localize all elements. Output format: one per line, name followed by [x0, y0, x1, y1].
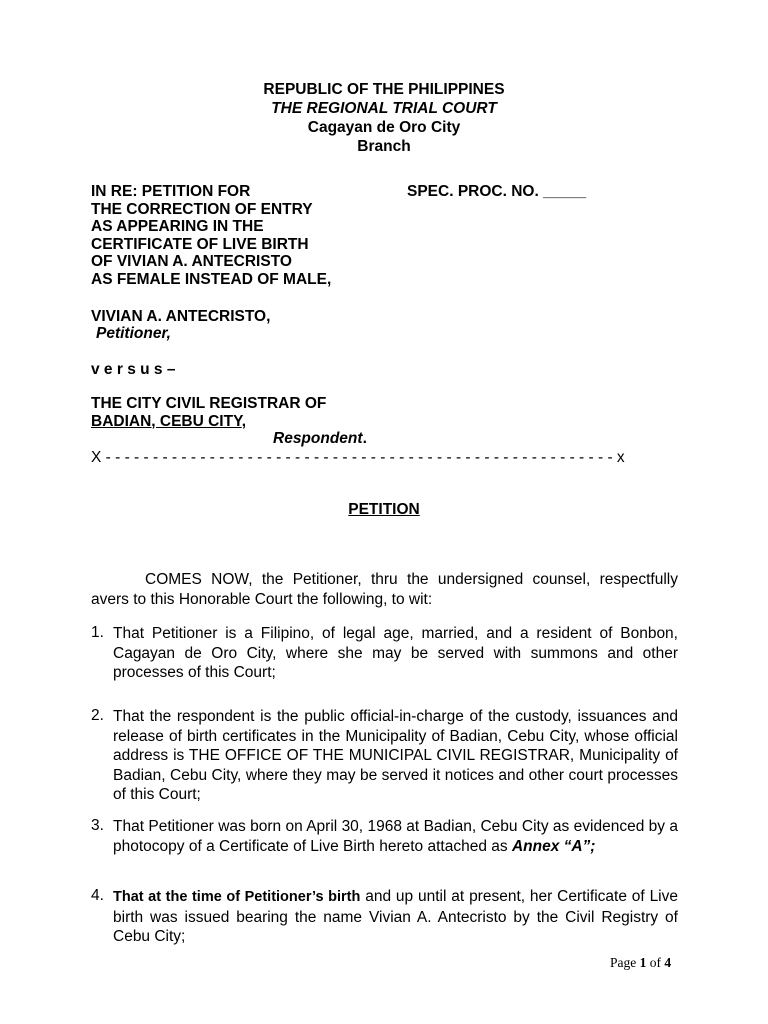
intro-paragraph: COMES NOW, the Petitioner, thru the undersigned counsel, respectfully avers to this Honorable Court the following, to wit:: [91, 571, 678, 608]
header-city: Cagayan de Oro City: [307, 119, 461, 136]
list-text: That Petitioner is a Filipino, of legal age, married, and a resident of Bonbon, Cagayan de Oro City, where she may be served with summons and other processes of this Court;: [113, 625, 678, 681]
spec-proc-number: SPEC. PROC. NO. _____: [407, 183, 587, 200]
page-label: Page: [610, 955, 637, 970]
respondent-line: THE CITY CIVIL REGISTRAR OF: [91, 395, 327, 412]
respondent-line: [91, 413, 326, 431]
list-text-body: That Petitioner was born on April 30, 1968 at Badian, Cebu City as evidenced by a photocopy of a Certificate of Live Birth hereto attached as: [113, 818, 678, 855]
petitioner-name: VIVIAN A. ANTECRISTO,: [91, 308, 271, 325]
list-number: 1.: [91, 624, 104, 641]
caption-line: IN RE: PETITION FOR: [91, 183, 251, 200]
respondent-role-label: Respondent: [273, 430, 363, 447]
page-number: 1: [639, 955, 647, 970]
list-text: That the respondent is the public official-in-charge of the custody, issuances and release of birth certificates in the Municipality of Badian, Cebu City, whose official address is THE OFFICE OF THE MUNICIPAL CIVIL REGISTRAR, Municipality of Badian, Cebu City, where they may be served it notices and other court processes of this Court;: [113, 708, 678, 803]
header-court: THE REGIONAL TRIAL COURT: [271, 100, 497, 117]
caption-line: CERTIFICATE OF LIVE BIRTH: [91, 235, 309, 253]
caption-line: AS FEMALE INSTEAD OF MALE,: [91, 270, 332, 288]
list-number: 3.: [91, 817, 104, 834]
header-republic: REPUBLIC OF THE PHILIPPINES: [263, 81, 505, 98]
respondent-role-period: .: [362, 430, 367, 447]
page-of-label: of: [649, 955, 661, 970]
versus-label: v e r s u s –: [91, 361, 176, 378]
caption-line: AS APPEARING IN THE: [91, 218, 264, 235]
respondent-block: [91, 395, 326, 430]
respondent-role: [273, 430, 367, 448]
list-item: [91, 887, 678, 947]
header-branch: Branch: [357, 138, 411, 155]
petitioner-role: Petitioner,: [96, 325, 171, 342]
list-text: [113, 887, 678, 947]
list-number: 2.: [91, 707, 104, 724]
caption-line: THE CORRECTION OF ENTRY: [91, 200, 313, 218]
list-item: [91, 624, 678, 683]
list-number: 4.: [91, 887, 104, 904]
caption-line: OF VIVIAN A. ANTECRISTO: [91, 253, 292, 270]
list-text-body: and up until at present, her Certificate of Live birth was issued bearing the name Vivian A. Antecristo by the Civil Registry of Cebu City;: [113, 888, 678, 945]
case-caption: [91, 183, 401, 288]
annex-reference: Annex “A”;: [511, 837, 596, 855]
page-total: 4: [664, 955, 672, 970]
list-item: [91, 817, 678, 856]
page-footer: [610, 955, 671, 971]
list-text: [113, 817, 678, 856]
respondent-comma: ,: [241, 412, 247, 430]
respondent-location: BADIAN, CEBU CITY: [91, 412, 242, 430]
list-item: [91, 707, 678, 805]
document-title: PETITION: [348, 501, 420, 518]
court-header: [0, 80, 768, 156]
list-text-lead: That at the time of Petitioner’s birth: [113, 889, 361, 905]
caption-divider: X - - - - - - - - - - - - - - - - - - - - - - - - - - - - - - - - - - - - - - - - - - - - - - - - - - - - - - x: [91, 449, 625, 466]
